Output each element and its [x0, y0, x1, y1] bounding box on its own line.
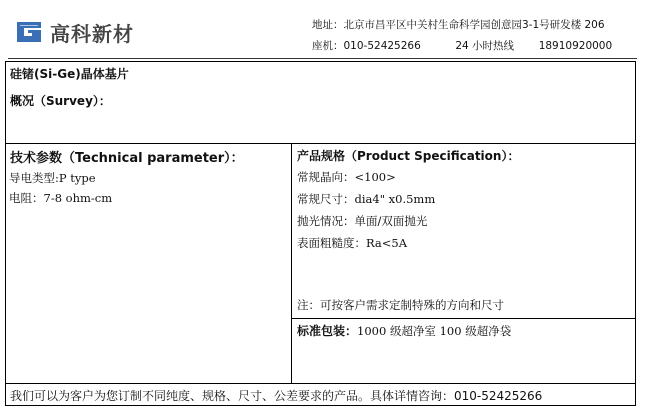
spec-section: [291, 143, 635, 318]
spec-size: 常规尺寸：dia4" x0.5mm: [297, 192, 436, 206]
overview-section: [6, 62, 635, 143]
packaging-value: 1000 级超净室 100 级超净袋: [357, 324, 512, 338]
technical-heading: 技术参数（Technical parameter）：: [10, 151, 244, 166]
logo-mark-icon: [14, 19, 44, 45]
company-logo: [14, 18, 134, 46]
hotline-number: 18910920000: [538, 40, 613, 52]
spec-heading: 产品规格（Product Specification）：: [297, 149, 520, 163]
spec-polish: 抛光情况：单面/双面抛光: [297, 214, 428, 228]
hotline-label: 24 小时热线: [455, 40, 515, 52]
packaging-label: 标准包装：: [297, 324, 358, 338]
packaging-line: [297, 322, 511, 339]
packaging-section: [291, 318, 635, 383]
company-address: 地址：北京市昌平区中关村生命科学园创意园3-1号研发楼 206: [312, 19, 605, 31]
technical-section: [6, 143, 291, 383]
survey-label: 概况（Survey）：: [10, 94, 111, 108]
spec-roughness: 表面粗糙度：Ra<5A: [297, 236, 408, 250]
footer-contact-text: 我们可以为客户为您订制不同纯度、规格、尺寸、公差要求的产品。具体详情咨询：010-52425266: [10, 389, 543, 403]
contact-row: [312, 38, 612, 53]
product-sheet-table: [5, 61, 636, 406]
header-divider: [8, 58, 637, 59]
brand-name: 高科新材: [50, 21, 134, 46]
spec-note: 注：可按客户需求定制特殊的方向和尺寸: [297, 298, 504, 312]
landline-number: 座机：010-52425266: [312, 40, 421, 52]
footer-section: [6, 383, 635, 405]
product-title: 硅锗(Si-Ge)晶体基片: [10, 67, 129, 81]
resistivity: 电阻：7-8 ohm-cm: [9, 191, 113, 205]
spec-orientation: 常规晶向：<100>: [297, 170, 396, 184]
conductivity-type: 导电类型:P type: [9, 171, 96, 185]
